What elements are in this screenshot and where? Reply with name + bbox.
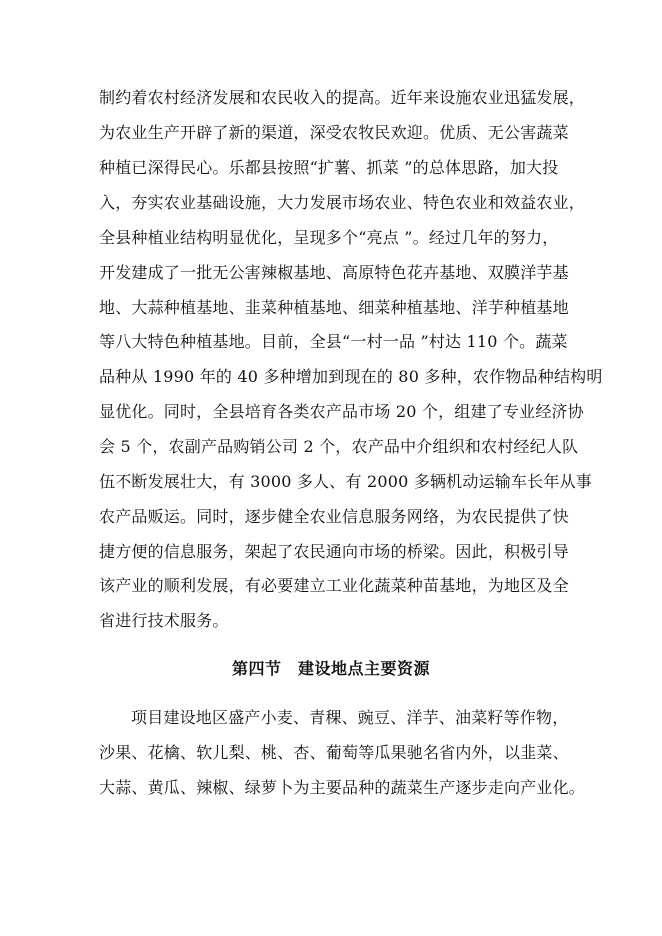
body-text-line: 农产品贩运。同时，逐步健全农业信息服务网络，为农民提供了快 bbox=[99, 507, 569, 526]
body-text-line: 大蒜、黄瓜、辣椒、绿萝卜为主要品种的蔬菜生产逐步走向产业化。 bbox=[99, 778, 586, 797]
body-text-line: 全县种植业结构明显优化，呈现多个“亮点 ”。经过几年的努力， bbox=[99, 228, 559, 247]
body-text-line: 种植已深得民心。乐都县按照“扩薯、抓菜 ”的总体思路，加大投 bbox=[99, 158, 559, 177]
body-text-line: 入，夯实农业基础设施，大力发展市场农业、特色农业和效益农业， bbox=[99, 193, 586, 212]
body-text-line: 地、大蒜种植基地、韭菜种植基地、细菜种植基地、洋芋种植基地 bbox=[99, 298, 569, 317]
body-text-line: 开发建成了一批无公害辣椒基地、高原特色花卉基地、双膜洋芋基 bbox=[99, 263, 569, 282]
body-text-line: 项目建设地区盛产小麦、青稞、豌豆、洋芋、油菜籽等作物， bbox=[131, 708, 569, 727]
body-text-line: 品种从 1990 年的 40 多种增加到现在的 80 多种，农作物品种结构明 bbox=[99, 367, 603, 386]
body-text-line: 显优化。同时，全县培育各类农产品市场 20 个，组建了专业经济协 bbox=[99, 402, 584, 421]
body-text-line: 伍不断发展壮大，有 3000 多人、有 2000 多辆机动运输车长年从事 bbox=[99, 472, 592, 491]
body-text-line: 沙果、花檎、软儿梨、桃、杏、葡萄等瓜果驰名省内外，以韭菜、 bbox=[99, 743, 569, 762]
body-text-line: 制约着农村经济发展和农民收入的提高。近年来设施农业迅猛发展， bbox=[99, 88, 586, 107]
body-text-line: 为农业生产开辟了新的渠道，深受农牧民欢迎。优质、无公害蔬菜 bbox=[99, 123, 569, 142]
body-text-line: 会 5 个，农副产品购销公司 2 个，农产品中介组织和农村经纪人队 bbox=[99, 437, 579, 456]
body-text-line: 省进行技术服务。 bbox=[99, 611, 229, 630]
body-text-line: 捷方便的信息服务，架起了农民通向市场的桥梁。因此，积极引导 bbox=[99, 542, 569, 561]
body-text-line: 等八大特色种植基地。目前，全县“一村一品 ”村达 110 个。蔬菜 bbox=[99, 332, 568, 351]
section-heading: 第四节 建设地点主要资源 bbox=[231, 659, 430, 678]
body-text-line: 该产业的顺利发展，有必要建立工业化蔬菜种苗基地，为地区及全 bbox=[99, 576, 569, 595]
